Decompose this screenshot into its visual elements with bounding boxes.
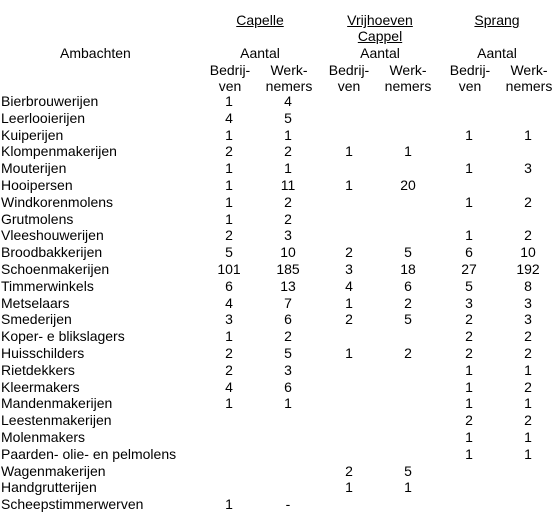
table-cell: 11 (280, 176, 296, 193)
subheader-werknemers-vrijhoeven: Werk- nemers (384, 62, 432, 94)
table-row (0, 110, 559, 127)
row-label: Koper- e blikslagers (1, 328, 125, 345)
table-cell: 2 (524, 344, 532, 361)
table-cell: 1 (345, 344, 353, 361)
table-cell: 2 (284, 210, 292, 227)
row-label: Handgrutterijen (1, 479, 97, 496)
table-row (0, 446, 559, 463)
table-row (0, 295, 559, 312)
row-label: Mandenmakerijen (1, 395, 113, 412)
table-cell: 2 (225, 227, 233, 244)
subheader-werknemers-capelle: Werk- nemers (265, 62, 313, 94)
table-cell: 2 (284, 143, 292, 160)
row-label: Leestenmakerijen (1, 412, 112, 429)
table-cell: 6 (404, 277, 412, 294)
table-row (0, 463, 559, 480)
table-row (0, 244, 559, 261)
table-cell: 1 (465, 126, 473, 143)
table-cell: 4 (345, 277, 353, 294)
table-cell: 1 (225, 496, 233, 513)
row-label: Schoenmakerijen (1, 260, 110, 277)
aantal-label-capelle: Aantal (240, 45, 280, 61)
row-label: Bierbrouwerijen (1, 93, 99, 109)
row-label: Broodbakkerijen (1, 244, 103, 261)
subheader-werknemers-sprang: Werk- nemers (505, 62, 553, 94)
table-row (0, 227, 559, 244)
table-cell: 1 (465, 428, 473, 445)
table-cell: 1 (524, 361, 532, 378)
table-cell: 8 (524, 277, 532, 294)
row-label: Mouterijen (1, 160, 67, 177)
table-row (0, 127, 559, 144)
aantal-label-vrijhoeven: Aantal (360, 45, 400, 61)
subheader-bedrijven-sprang: Bedrij- ven (449, 62, 491, 94)
table-row (0, 194, 559, 211)
table-cell: 18 (400, 260, 416, 277)
table-cell: 3 (465, 294, 473, 311)
table-cell: 3 (524, 160, 532, 177)
row-label: Kuiperijen (1, 126, 64, 143)
table-row (0, 429, 559, 446)
table-cell: 1 (225, 193, 233, 210)
table-cell: 2 (465, 328, 473, 345)
table-cell: 1 (404, 479, 412, 496)
table-cell: 2 (345, 462, 353, 479)
table-cell: 5 (225, 244, 233, 261)
table-cell: 3 (284, 227, 292, 244)
table-row (0, 412, 559, 429)
table-cell: 3 (345, 260, 353, 277)
row-label: Huisschilders (1, 344, 85, 361)
group-header-capelle: Capelle (236, 12, 284, 28)
table-cell: 3 (284, 361, 292, 378)
table-cell: 1 (284, 126, 292, 143)
table-cell: 1 (465, 361, 473, 378)
table-cell: 1 (465, 193, 473, 210)
table-row (0, 278, 559, 295)
row-label: Metselaars (1, 294, 70, 311)
table-cell: 1 (225, 328, 233, 345)
table-cell: 27 (461, 260, 477, 277)
table-row (0, 496, 559, 513)
table-cell: 2 (404, 344, 412, 361)
table-cell: 2 (284, 193, 292, 210)
row-label: Timmerwinkels (1, 277, 94, 294)
table-cell: 1 (404, 143, 412, 160)
row-label: Leerlooierijen (1, 109, 86, 126)
table-row (0, 93, 559, 110)
row-label: Smederijen (1, 311, 72, 328)
table-row (0, 328, 559, 345)
aantal-label-sprang: Aantal (477, 45, 517, 61)
table-cell: 1 (225, 126, 233, 143)
table-cell: 2 (524, 378, 532, 395)
row-label: Kleermakers (1, 378, 80, 395)
table-cell: 2 (524, 412, 532, 429)
table-cell: - (285, 496, 291, 513)
table-cell: 1 (345, 294, 353, 311)
table-cell: 1 (225, 93, 233, 109)
table-cell: 2 (524, 227, 532, 244)
table-cell: 5 (465, 277, 473, 294)
table-cell: 6 (465, 244, 473, 261)
table-cell: 2 (225, 143, 233, 160)
table-cell: 4 (225, 109, 233, 126)
table-cell: 101 (217, 260, 241, 277)
row-label: Grutmolens (1, 210, 74, 227)
subheader-bedrijven-capelle: Bedrij- ven (209, 62, 251, 94)
table-cell: 4 (284, 93, 292, 109)
table-cell: 1 (345, 479, 353, 496)
table-cell: 1 (465, 160, 473, 177)
row-label: Hooipersen (1, 176, 73, 193)
table-cell: 1 (524, 428, 532, 445)
table-cell: 5 (404, 462, 412, 479)
row-label: Paarden- olie- en pelmolens (1, 445, 177, 462)
table-row (0, 143, 559, 160)
group-header-vrijhoeven-cappel: Vrijhoeven Cappel (347, 12, 413, 44)
table-cell: 2 (225, 344, 233, 361)
table-cell: 4 (225, 378, 233, 395)
row-label: Scheepstimmerwerven (1, 496, 144, 513)
table-cell: 1 (284, 395, 292, 412)
table-cell: 2 (465, 344, 473, 361)
table-row (0, 362, 559, 379)
table-cell: 6 (284, 311, 292, 328)
table-row (0, 177, 559, 194)
table-row (0, 479, 559, 496)
table-cell: 2 (345, 244, 353, 261)
table-cell: 1 (225, 176, 233, 193)
table-cell: 1 (225, 395, 233, 412)
table-cell: 1 (465, 395, 473, 412)
table-row (0, 345, 559, 362)
table-cell: 1 (524, 395, 532, 412)
table-cell: 1 (524, 126, 532, 143)
row-label-header: Ambachten (60, 45, 131, 61)
table-cell: 6 (225, 277, 233, 294)
table-body (0, 93, 559, 513)
table-row (0, 160, 559, 177)
table-cell: 5 (284, 109, 292, 126)
table-cell: 192 (516, 260, 540, 277)
table-cell: 1 (524, 445, 532, 462)
table-cell: 1 (284, 160, 292, 177)
group-header-sprang: Sprang (474, 12, 520, 28)
row-label: Windkorenmolens (1, 193, 114, 210)
table-row (0, 311, 559, 328)
table-cell: 6 (284, 378, 292, 395)
table-cell: 5 (404, 244, 412, 261)
table-cell: 1 (465, 378, 473, 395)
table-cell: 185 (276, 260, 300, 277)
table-cell: 13 (280, 277, 296, 294)
subheader-bedrijven-vrijhoeven: Bedrij- ven (328, 62, 370, 94)
table-cell: 2 (524, 328, 532, 345)
table-cell: 1 (465, 445, 473, 462)
table-cell: 10 (280, 244, 296, 261)
table-cell: 1 (225, 210, 233, 227)
row-label: Vleeshouwerijen (1, 227, 104, 244)
table-cell: 4 (225, 294, 233, 311)
row-label: Wagenmakerijen (1, 462, 106, 479)
table-cell: 20 (400, 176, 416, 193)
table-cell: 10 (520, 244, 536, 261)
row-label: Rietdekkers (1, 361, 75, 378)
table-cell: 2 (465, 311, 473, 328)
table-row (0, 261, 559, 278)
table-cell: 3 (524, 294, 532, 311)
table-cell: 2 (524, 193, 532, 210)
table-cell: 3 (225, 311, 233, 328)
table-row (0, 395, 559, 412)
table-cell: 5 (284, 344, 292, 361)
table-cell: 7 (284, 294, 292, 311)
table-cell: 1 (345, 143, 353, 160)
table-cell: 2 (225, 361, 233, 378)
row-label: Molenmakers (1, 428, 86, 445)
row-label: Klompenmakerijen (1, 143, 117, 160)
table-row (0, 211, 559, 228)
table-cell: 2 (284, 328, 292, 345)
table-row (0, 379, 559, 396)
table-cell: 3 (524, 311, 532, 328)
table-cell: 2 (465, 412, 473, 429)
table-cell: 1 (345, 176, 353, 193)
table-cell: 1 (465, 227, 473, 244)
table-cell: 5 (404, 311, 412, 328)
table-cell: 2 (345, 311, 353, 328)
table-cell: 1 (225, 160, 233, 177)
table-cell: 2 (404, 294, 412, 311)
